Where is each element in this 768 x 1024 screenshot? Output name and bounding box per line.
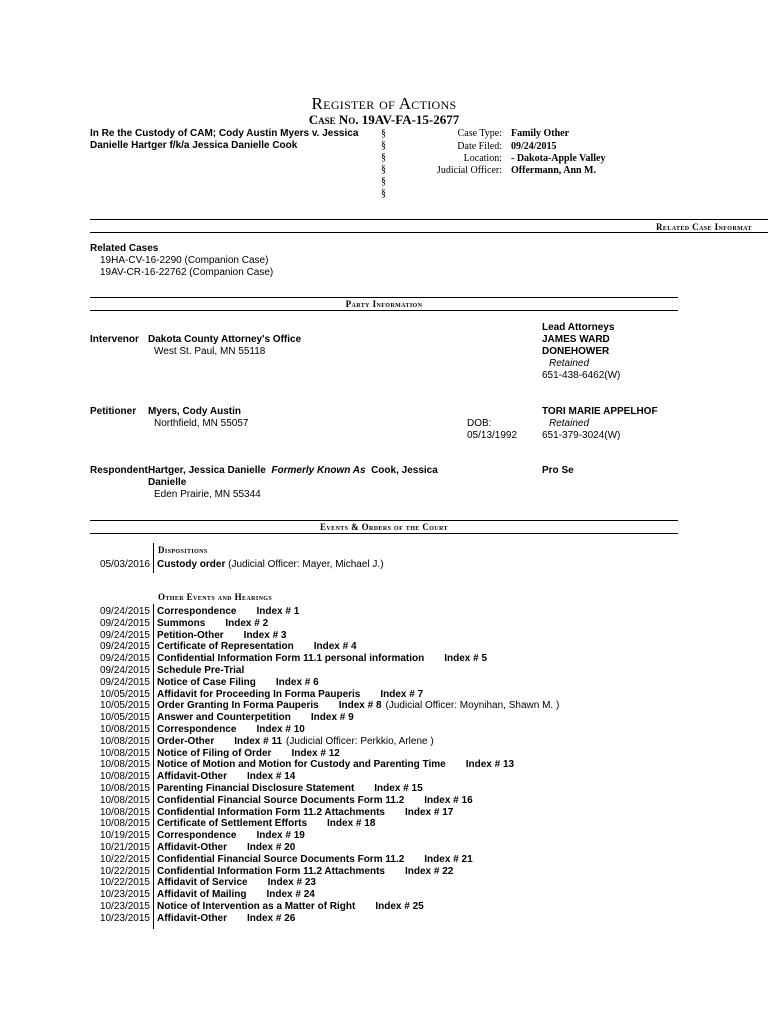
dispositions-rule — [153, 543, 154, 573]
case-style: In Re the Custody of CAM; Cody Austin Myers v. Jessica Danielle Hartger f/k/a Jessica Danielle Cook — [90, 128, 359, 151]
event-title: Affidavit for Proceeding In Forma Pauperis — [157, 689, 361, 700]
event-date: 10/23/2015 — [99, 901, 150, 912]
event-date: 10/22/2015 — [99, 854, 150, 865]
event-title: Confidential Financial Source Documents Form 11.2 — [157, 795, 405, 806]
event-title: Confidential Financial Source Documents Form 11.2 — [157, 854, 405, 865]
attorney-phone: 651-379-3024(W) — [542, 430, 621, 441]
case-type-label: Case Type: — [457, 128, 502, 139]
date-filed-label: Date Filed: — [457, 141, 502, 152]
section-symbol: § — [381, 140, 386, 151]
party-name: Myers, Cody Austin — [148, 406, 241, 417]
events-heading: Events & Orders of the Court — [320, 522, 448, 532]
event-row — [157, 913, 295, 924]
event-index: Index # 7 — [380, 689, 424, 700]
attorney-status: Retained — [549, 418, 590, 429]
fka-name: Cook, Jessica — [371, 465, 438, 476]
date-filed-value: 09/24/2015 — [511, 141, 557, 152]
event-row — [157, 606, 299, 617]
case-number: Case No. 19AV-FA-15-2677 — [308, 112, 460, 127]
attorney-name: TORI MARIE APPELHOF — [542, 406, 658, 417]
party-information-heading: Party Information — [345, 299, 423, 309]
event-title: Confidential Information Form 11.2 Attachments — [157, 866, 385, 877]
related-case-item: 19AV-CR-16-22762 (Companion Case) — [100, 267, 274, 278]
event-index: Index # 14 — [247, 771, 296, 782]
event-index: Index # 26 — [247, 913, 296, 924]
event-index: Index # 2 — [225, 618, 269, 629]
event-date: 10/05/2015 — [99, 700, 150, 711]
location-value: - Dakota-Apple Valley — [511, 153, 606, 164]
event-title: Confidential Information Form 11.2 Attachments — [157, 807, 385, 818]
divider — [90, 219, 768, 220]
divider — [90, 232, 768, 233]
event-title: Certificate of Representation — [157, 641, 294, 652]
attorney-name: Pro Se — [542, 465, 574, 476]
section-symbol: § — [381, 164, 386, 175]
party-name: Hartger, Jessica Danielle — [148, 465, 266, 476]
event-row — [157, 677, 319, 688]
dispositions-label: Dispositions — [158, 545, 208, 555]
event-row — [157, 748, 340, 759]
event-index: Index # 8 — [338, 700, 382, 711]
case-type-value: Family Other — [511, 128, 570, 139]
divider — [90, 520, 678, 521]
event-row — [157, 818, 375, 829]
attorney-name: JAMES WARD — [542, 334, 610, 345]
event-index: Index # 23 — [267, 877, 316, 888]
event-date: 10/08/2015 — [99, 736, 150, 747]
event-date: 09/24/2015 — [99, 677, 150, 688]
judicial-officer-label: Judicial Officer: — [436, 165, 502, 176]
events-rule — [153, 604, 154, 929]
dob-value: 05/13/1992 — [467, 430, 518, 441]
event-index: Index # 13 — [465, 759, 515, 770]
event-row — [157, 842, 295, 853]
event-date: 10/21/2015 — [99, 842, 150, 853]
event-date: 10/05/2015 — [99, 689, 150, 700]
event-title: Notice of Filing of Order — [157, 748, 272, 759]
section-symbol: § — [381, 128, 386, 139]
event-title: Affidavit of Service — [157, 877, 248, 888]
event-date: 10/08/2015 — [99, 759, 150, 770]
page-title: Register of Actions — [311, 94, 457, 113]
event-title: Parenting Financial Disclosure Statement — [157, 783, 355, 794]
related-case-item: 19HA-CV-16-2290 (Companion Case) — [100, 255, 269, 266]
event-title: Correspondence — [157, 830, 237, 841]
event-title: Affidavit-Other — [157, 842, 227, 853]
party-role: Intervenor — [90, 334, 139, 345]
event-row — [157, 736, 434, 747]
event-date: 09/24/2015 — [99, 606, 150, 617]
event-date: 10/08/2015 — [99, 783, 150, 794]
divider — [90, 533, 678, 534]
event-index: Index # 9 — [310, 712, 354, 723]
event-row — [157, 665, 244, 676]
event-index: Index # 11 — [234, 736, 283, 747]
event-date: 09/24/2015 — [99, 630, 150, 641]
event-index: Index # 3 — [243, 630, 287, 641]
event-index: Index # 25 — [375, 901, 424, 912]
event-row — [157, 771, 295, 782]
section-symbol: § — [381, 176, 386, 187]
event-index: Index # 1 — [256, 606, 300, 617]
event-index: Index # 19 — [256, 830, 305, 841]
lead-attorneys-label: Lead Attorneys — [542, 322, 615, 333]
event-title: Notice of Motion and Motion for Custody and Parenting Time — [157, 759, 446, 770]
event-date: 09/24/2015 — [99, 641, 150, 652]
section-symbol: § — [381, 152, 386, 163]
event-index: Index # 10 — [256, 724, 305, 735]
event-row — [157, 689, 423, 700]
event-index: Index # 17 — [405, 807, 454, 818]
event-row — [157, 724, 305, 735]
event-row — [157, 712, 354, 723]
event-title: Answer and Counterpetition — [157, 712, 291, 723]
divider — [90, 310, 678, 311]
event-row — [157, 630, 286, 641]
event-index: Index # 6 — [275, 677, 319, 688]
attorney-status: Retained — [549, 358, 590, 369]
event-index: Index # 5 — [444, 653, 488, 664]
fka-label: Formerly Known As — [271, 465, 366, 476]
event-date: 10/08/2015 — [99, 807, 150, 818]
event-date: 10/23/2015 — [99, 889, 150, 900]
event-title: Confidential Information Form 11.1 personal information — [157, 653, 425, 664]
event-date: 10/22/2015 — [99, 877, 150, 888]
event-title: Schedule Pre-Trial — [157, 665, 245, 676]
event-title: Correspondence — [157, 724, 237, 735]
event-index: Index # 15 — [374, 783, 423, 794]
attorney-phone: 651-438-6462(W) — [542, 370, 621, 381]
other-events-label: Other Events and Hearings — [158, 592, 273, 602]
event-index: Index # 12 — [291, 748, 340, 759]
party-name-line — [148, 465, 438, 477]
event-title: Affidavit-Other — [157, 771, 227, 782]
dob-label: DOB: — [467, 418, 492, 429]
event-index: Index # 4 — [313, 641, 357, 652]
divider — [90, 297, 678, 298]
event-row — [157, 901, 424, 912]
event-index: Index # 22 — [405, 866, 454, 877]
disposition-officer: (Judicial Officer: Mayer, Michael J.) — [228, 559, 384, 570]
section-symbol: § — [381, 188, 386, 199]
event-date: 10/08/2015 — [99, 748, 150, 759]
event-note: (Judicial Officer: Perkkio, Arlene ) — [286, 736, 434, 747]
event-index: Index # 24 — [266, 889, 315, 900]
event-index: Index # 20 — [247, 842, 296, 853]
related-cases-label: Related Cases — [90, 243, 159, 254]
event-title: Affidavit-Other — [157, 913, 227, 924]
event-row — [157, 807, 453, 818]
party-role: Petitioner — [90, 406, 137, 417]
event-title: Order-Other — [157, 736, 215, 747]
event-note: (Judicial Officer: Moynihan, Shawn M. ) — [385, 700, 560, 711]
event-title: Notice of Intervention as a Matter of Right — [157, 901, 356, 912]
fka-name-cont: Danielle — [148, 477, 187, 488]
judicial-officer-value: Offermann, Ann M. — [511, 165, 596, 176]
event-date: 09/24/2015 — [99, 618, 150, 629]
event-title: Correspondence — [157, 606, 237, 617]
event-date: 10/23/2015 — [99, 913, 150, 924]
location-label: Location: — [463, 153, 502, 164]
event-row — [157, 877, 316, 888]
event-row — [157, 653, 487, 664]
event-date: 09/24/2015 — [99, 653, 150, 664]
event-index: Index # 18 — [327, 818, 376, 829]
event-row — [157, 866, 453, 877]
event-row — [157, 889, 315, 900]
event-row — [157, 700, 559, 711]
event-row — [157, 618, 268, 629]
attorney-name: DONEHOWER — [542, 346, 610, 357]
event-date: 10/22/2015 — [99, 866, 150, 877]
party-address: Northfield, MN 55057 — [154, 418, 249, 429]
disposition-entry — [157, 559, 384, 570]
event-row — [157, 795, 473, 806]
event-date: 10/08/2015 — [99, 724, 150, 735]
event-title: Notice of Case Filing — [157, 677, 256, 688]
event-title: Affidavit of Mailing — [157, 889, 247, 900]
event-title: Summons — [157, 618, 206, 629]
event-title: Petition-Other — [157, 630, 224, 641]
event-row — [157, 641, 357, 652]
disposition-date: 05/03/2016 — [99, 559, 150, 570]
event-row — [157, 759, 514, 770]
event-date: 10/19/2015 — [99, 830, 150, 841]
party-address: West St. Paul, MN 55118 — [154, 346, 266, 357]
event-date: 09/24/2015 — [99, 665, 150, 676]
related-case-header: Related Case Informat — [656, 222, 752, 232]
event-date: 10/08/2015 — [99, 818, 150, 829]
event-index: Index # 16 — [424, 795, 473, 806]
event-row — [157, 783, 423, 794]
event-title: Order Granting In Forma Pauperis — [157, 700, 319, 711]
event-row — [157, 854, 473, 865]
party-address: Eden Prairie, MN 55344 — [154, 489, 261, 500]
disposition-title: Custody order — [157, 559, 226, 570]
party-role: Respondent — [90, 465, 148, 476]
event-date: 10/08/2015 — [99, 795, 150, 806]
event-title: Certificate of Settlement Efforts — [157, 818, 308, 829]
event-date: 10/05/2015 — [99, 712, 150, 723]
event-index: Index # 21 — [424, 854, 473, 865]
event-row — [157, 830, 305, 841]
event-date: 10/08/2015 — [99, 771, 150, 782]
party-name: Dakota County Attorney's Office — [148, 334, 302, 345]
